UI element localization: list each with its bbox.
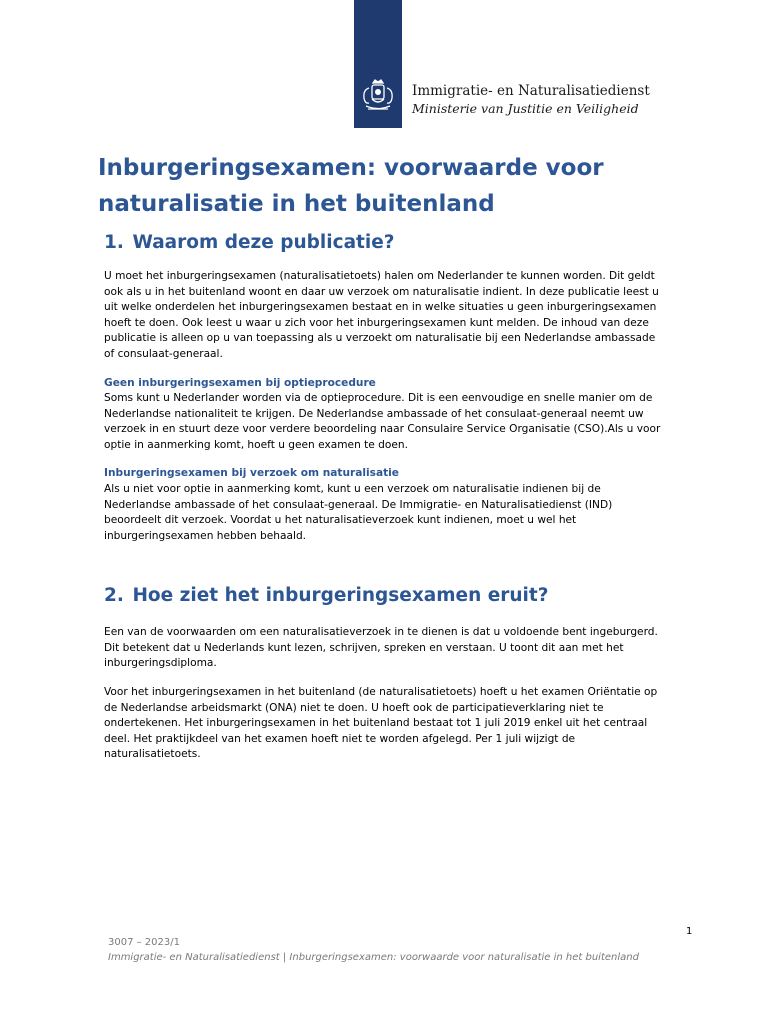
section-2-title: Hoe ziet het inburgeringsexamen eruit?: [132, 585, 549, 606]
subheading-naturalisatie: Inburgeringsexamen bij verzoek om naturalisatie: [104, 467, 399, 479]
subheading-optieprocedure: Geen inburgeringsexamen bij optieprocedure: [104, 377, 376, 389]
section-1-heading: [104, 232, 395, 253]
section-1-number: 1.: [104, 232, 124, 253]
section-1-intro: U moet het inburgeringsexamen (naturalisatietoets) halen om Nederlander te kunnen worden. Dit geldt ook als u in het buitenland woont en daar uw verzoek om naturalisatie indient. In deze publicatie leest u uit welke onderdelen het inburgeringsexamen bestaat en in welke situaties u geen inburgeringsexamen hoeft te doen. Ook leest u waar u zich voor het inburgeringsexamen kunt melden. De inhoud van deze publicatie is alleen op u van toepassing als u verzoekt om naturalisatie bij een Nederlandse ambassade of consulaat-generaal.: [104, 270, 659, 360]
footer-text: Immigratie- en Naturalisatiedienst | Inburgeringsexamen: voorwaarde voor naturalisatie in het buitenland: [108, 952, 639, 963]
page-number: 1: [686, 926, 693, 937]
org-name: Immigratie- en Naturalisatiedienst: [412, 83, 650, 99]
section-2-number: 2.: [104, 585, 124, 606]
footer-code: 3007 – 2023/1: [108, 937, 180, 948]
section-2-paragraph-1: Een van de voorwaarden om een naturalisatieverzoek in te dienen is dat u voldoende bent ingeburgerd. Dit betekent dat u Nederlands kunt lezen, schrijven, spreken en verstaan. U toont dit aan met het inburgeringsdiploma.: [104, 626, 658, 669]
section-2-heading: [104, 585, 548, 606]
document-title: Inburgeringsexamen: voorwaarde voor naturalisatie in het buitenland: [98, 155, 604, 217]
ministry-name: Ministerie van Justitie en Veiligheid: [412, 101, 639, 116]
section-1-title: Waarom deze publicatie?: [132, 232, 395, 253]
paragraph-optieprocedure: Soms kunt u Nederlander worden via de optieprocedure. Dit is een eenvoudige en snelle manier om de Nederlandse nationaliteit te krijgen. De Nederlandse ambassade of het consulaat-generaal neemt uw verzoek in en stuurt deze voor verdere beoordeling naar Consulaire Service Organisatie (CSO).Als u voor optie in aanmerking komt, hoeft u geen examen te doen.: [104, 392, 661, 451]
paragraph-naturalisatie: Als u niet voor optie in aanmerking komt, kunt u een verzoek om naturalisatie indienen bij de Nederlandse ambassade of het consulaat-generaal. De Immigratie- en Naturalisatiedienst (IND) beoordeelt dit verzoek. Voordat u het naturalisatieverzoek kunt indienen, moet u wel het inburgeringsexamen hebben behaald.: [104, 483, 613, 542]
royal-crest-icon: [356, 78, 400, 118]
section-2-paragraph-2: Voor het inburgeringsexamen in het buitenland (de naturalisatietoets) hoeft u het examen Oriëntatie op de Nederlandse arbeidsmarkt (ONA) niet te doen. U hoeft ook de participatieverklaring niet te ondertekenen. Het inburgeringsexamen in het buitenland bestaat tot 1 juli 2019 enkel uit het centraal deel. Het praktijkdeel van het examen hoeft niet te worden afgelegd. Per 1 juli wijzigt de naturalisatietoets.: [104, 686, 658, 760]
